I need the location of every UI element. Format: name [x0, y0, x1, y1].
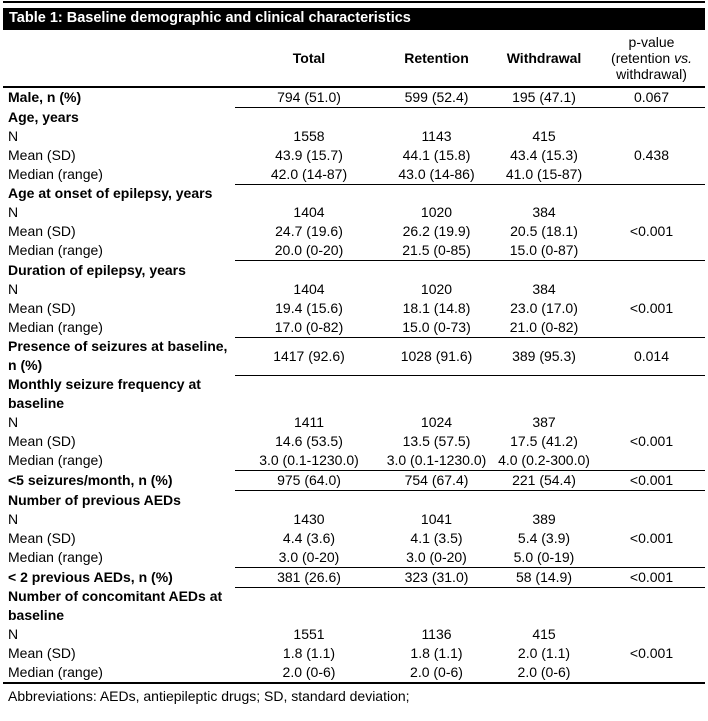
baseline-characteristics-table — [3, 31, 705, 684]
cell-withdrawal — [490, 184, 598, 203]
cell-total: 1430 — [293, 510, 325, 527]
column-header-withdrawal: Withdrawal — [490, 31, 598, 87]
cell-retention — [383, 491, 490, 510]
cell-withdrawal: 2.0 (0-6) — [490, 663, 598, 683]
cell-retention: 44.1 (15.8) — [402, 146, 471, 163]
cell-pvalue — [598, 127, 705, 146]
cell-pvalue: <0.001 — [629, 299, 674, 316]
cell-retention: 1.8 (1.1) — [410, 645, 463, 661]
row-label: N — [8, 414, 19, 430]
cell-pvalue — [598, 165, 705, 185]
pvalue-header-line1: p-value — [628, 34, 675, 50]
cell-total: 1558 — [293, 127, 325, 144]
cell-pvalue — [598, 108, 705, 127]
table-row — [3, 625, 705, 644]
cell-pvalue: <0.001 — [629, 223, 674, 239]
cell-retention: 4.1 (3.5) — [410, 529, 463, 546]
cell-retention: 754 (67.4) — [383, 471, 490, 491]
cell-total: 43.9 (15.7) — [275, 146, 343, 163]
table-row — [3, 87, 705, 108]
cell-pvalue — [598, 663, 705, 683]
row-label: Median (range) — [3, 663, 235, 683]
row-label: <5 seizures/month, n (%) — [8, 472, 173, 488]
cell-retention — [383, 108, 490, 127]
cell-retention: 21.5 (0-85) — [383, 241, 490, 261]
cell-retention: 2.0 (0-6) — [383, 663, 490, 683]
table-row — [3, 471, 705, 491]
row-label: N — [8, 127, 19, 144]
table-row — [3, 529, 705, 548]
cell-withdrawal: 58 (14.9) — [490, 567, 598, 587]
cell-pvalue — [598, 451, 705, 471]
cell-retention: 13.5 (57.5) — [402, 433, 471, 449]
cell-withdrawal: 43.4 (15.3) — [510, 146, 578, 163]
cell-withdrawal — [490, 108, 598, 127]
cell-total: 17.0 (0-82) — [235, 318, 383, 338]
table-row — [3, 432, 705, 451]
cell-total: 20.0 (0-20) — [235, 241, 383, 261]
cell-total: 3.0 (0-20) — [235, 548, 383, 568]
table-row — [3, 548, 705, 568]
cell-withdrawal: 2.0 (1.1) — [517, 645, 571, 661]
table-row — [3, 241, 705, 261]
cell-pvalue: 0.067 — [598, 87, 705, 108]
cell-withdrawal — [490, 491, 598, 510]
cell-withdrawal: 23.0 (17.0) — [510, 299, 578, 316]
cell-pvalue: <0.001 — [629, 529, 674, 546]
cell-total: 1551 — [293, 626, 325, 642]
row-label: Age, years — [8, 108, 79, 125]
cell-pvalue — [598, 261, 705, 280]
row-label: Median (range) — [8, 318, 103, 335]
row-label: Male, n (%) — [8, 89, 82, 106]
cell-pvalue — [598, 203, 705, 222]
row-label: N — [8, 510, 19, 527]
cell-retention — [383, 261, 490, 280]
cell-withdrawal: 20.5 (18.1) — [510, 223, 578, 239]
row-label: Monthly seizure frequency at baseline — [8, 376, 201, 411]
cell-retention: 1020 — [420, 280, 453, 297]
row-label: Mean (SD) — [8, 146, 76, 163]
table-row — [3, 318, 705, 338]
cell-withdrawal: 384 — [532, 280, 556, 297]
cell-retention: 43.0 (14-86) — [383, 165, 490, 185]
row-label: Number of concomitant AEDs at baseline — [8, 588, 223, 623]
cell-withdrawal: 15.0 (0-87) — [490, 241, 598, 261]
cell-withdrawal: 389 — [532, 510, 556, 527]
cell-withdrawal: 387 — [532, 414, 556, 430]
cell-total: 4.4 (3.6) — [282, 529, 336, 546]
table-row — [3, 261, 705, 280]
table-title-bar — [3, 8, 705, 30]
top-rule — [3, 1, 705, 3]
cell-retention: 18.1 (14.8) — [402, 299, 471, 316]
cell-withdrawal: 21.0 (0-82) — [490, 318, 598, 338]
cell-total — [235, 491, 383, 510]
cell-pvalue — [598, 510, 705, 529]
column-header-pvalue — [598, 31, 705, 87]
pvalue-header-line3: withdrawal) — [616, 66, 687, 82]
table-row — [3, 222, 705, 241]
cell-pvalue — [598, 318, 705, 338]
row-label: N — [8, 280, 19, 297]
table-row — [3, 587, 705, 625]
cell-total: 975 (64.0) — [235, 471, 383, 491]
cell-withdrawal: 195 (47.1) — [490, 87, 598, 108]
cell-retention: 3.0 (0.1-1230.0) — [383, 451, 490, 471]
table-row — [3, 337, 705, 375]
cell-pvalue — [598, 241, 705, 261]
cell-total: 24.7 (19.6) — [275, 223, 343, 239]
table-row — [3, 451, 705, 471]
table-row — [3, 510, 705, 529]
cell-total — [235, 587, 383, 625]
table-title: Table 1: Baseline demographic and clinical characteristics — [9, 10, 411, 26]
row-label: Mean (SD) — [8, 529, 76, 546]
cell-withdrawal: 384 — [532, 204, 556, 220]
cell-total — [235, 261, 383, 280]
cell-pvalue — [598, 280, 705, 299]
cell-total — [235, 184, 383, 203]
cell-total: 42.0 (14-87) — [235, 165, 383, 185]
row-label: N — [8, 204, 19, 220]
cell-pvalue: 0.438 — [633, 146, 670, 163]
table-row — [3, 375, 705, 413]
cell-retention: 1024 — [420, 414, 453, 430]
cell-total: 1417 (92.6) — [235, 337, 383, 375]
cell-retention — [383, 184, 490, 203]
row-label: Mean (SD) — [8, 299, 76, 316]
table-footnote: Abbreviations: AEDs, antiepileptic drugs; SD, standard deviation; — [8, 688, 410, 704]
cell-total: 794 (51.0) — [235, 87, 383, 108]
cell-retention: 1143 — [421, 127, 452, 144]
cell-pvalue: <0.001 — [598, 471, 705, 491]
table-row — [3, 165, 705, 185]
cell-total — [235, 375, 383, 413]
row-label: Presence of seizures at baseline, n (%) — [8, 338, 228, 373]
cell-retention: 15.0 (0-73) — [383, 318, 490, 338]
table-row — [3, 280, 705, 299]
column-header-empty — [3, 31, 235, 87]
cell-retention: 1020 — [420, 204, 453, 220]
cell-pvalue — [598, 625, 705, 644]
row-label: Age at onset of epilepsy, years — [8, 185, 213, 201]
cell-withdrawal — [490, 587, 598, 625]
cell-pvalue: <0.001 — [629, 645, 674, 661]
row-label: Median (range) — [8, 165, 103, 182]
header-row — [3, 31, 705, 87]
cell-total: 2.0 (0-6) — [235, 663, 383, 683]
cell-pvalue — [598, 491, 705, 510]
pvalue-header-vs: vs. — [674, 50, 692, 66]
table-row — [3, 491, 705, 510]
cell-total: 381 (26.6) — [235, 567, 383, 587]
cell-withdrawal: 221 (54.4) — [490, 471, 598, 491]
cell-retention: 26.2 (19.9) — [402, 223, 471, 239]
table-row — [3, 644, 705, 663]
column-header-total: Total — [235, 31, 383, 87]
cell-pvalue: <0.001 — [629, 433, 674, 449]
cell-withdrawal: 5.4 (3.9) — [517, 529, 571, 546]
cell-pvalue — [598, 184, 705, 203]
cell-retention — [383, 587, 490, 625]
column-header-retention: Retention — [383, 31, 490, 87]
cell-pvalue — [598, 548, 705, 568]
row-label: Median (range) — [8, 452, 103, 469]
table-row — [3, 127, 705, 146]
cell-total: 14.6 (53.5) — [275, 433, 343, 449]
row-label: Median (range) — [8, 242, 103, 259]
table-body — [3, 87, 705, 683]
cell-withdrawal: 4.0 (0.2-300.0) — [490, 451, 598, 471]
cell-withdrawal: 415 — [532, 626, 556, 642]
cell-total: 1411 — [293, 414, 325, 430]
cell-total — [235, 108, 383, 127]
table-row — [3, 567, 705, 587]
row-label: N — [8, 626, 19, 642]
cell-pvalue: <0.001 — [598, 567, 705, 587]
cell-withdrawal: 5.0 (0-19) — [490, 548, 598, 568]
cell-retention: 1028 (91.6) — [383, 337, 490, 375]
pvalue-header-line2: (retention — [611, 50, 671, 66]
cell-total: 1404 — [293, 280, 325, 297]
row-label: Mean (SD) — [8, 645, 76, 661]
cell-withdrawal — [490, 261, 598, 280]
row-label: < 2 previous AEDs, n (%) — [8, 568, 173, 585]
table-row — [3, 203, 705, 222]
cell-total: 1404 — [293, 204, 325, 220]
row-label: Mean (SD) — [8, 433, 76, 449]
cell-withdrawal: 415 — [532, 127, 556, 144]
table-row — [3, 413, 705, 432]
cell-total: 3.0 (0.1-1230.0) — [235, 451, 383, 471]
row-label: Mean (SD) — [8, 223, 76, 239]
cell-withdrawal: 41.0 (15-87) — [490, 165, 598, 185]
table-row — [3, 146, 705, 165]
cell-retention: 3.0 (0-20) — [383, 548, 490, 568]
cell-pvalue — [598, 375, 705, 413]
row-label: Median (range) — [8, 548, 103, 565]
cell-retention: 599 (52.4) — [383, 87, 490, 108]
cell-retention — [383, 375, 490, 413]
cell-withdrawal — [490, 375, 598, 413]
table-row — [3, 299, 705, 318]
cell-retention: 1136 — [421, 626, 452, 642]
cell-retention: 1041 — [420, 510, 453, 527]
cell-total: 1.8 (1.1) — [282, 645, 336, 661]
table-row — [3, 663, 705, 683]
table-row — [3, 184, 705, 203]
cell-pvalue: 0.014 — [598, 337, 705, 375]
table-row — [3, 108, 705, 127]
cell-withdrawal: 389 (95.3) — [490, 337, 598, 375]
cell-total: 19.4 (15.6) — [275, 299, 343, 316]
cell-retention: 323 (31.0) — [383, 567, 490, 587]
cell-pvalue — [598, 413, 705, 432]
cell-withdrawal: 17.5 (41.2) — [510, 433, 578, 449]
row-label: Number of previous AEDs — [8, 491, 181, 508]
cell-pvalue — [598, 587, 705, 625]
row-label: Duration of epilepsy, years — [8, 261, 186, 278]
